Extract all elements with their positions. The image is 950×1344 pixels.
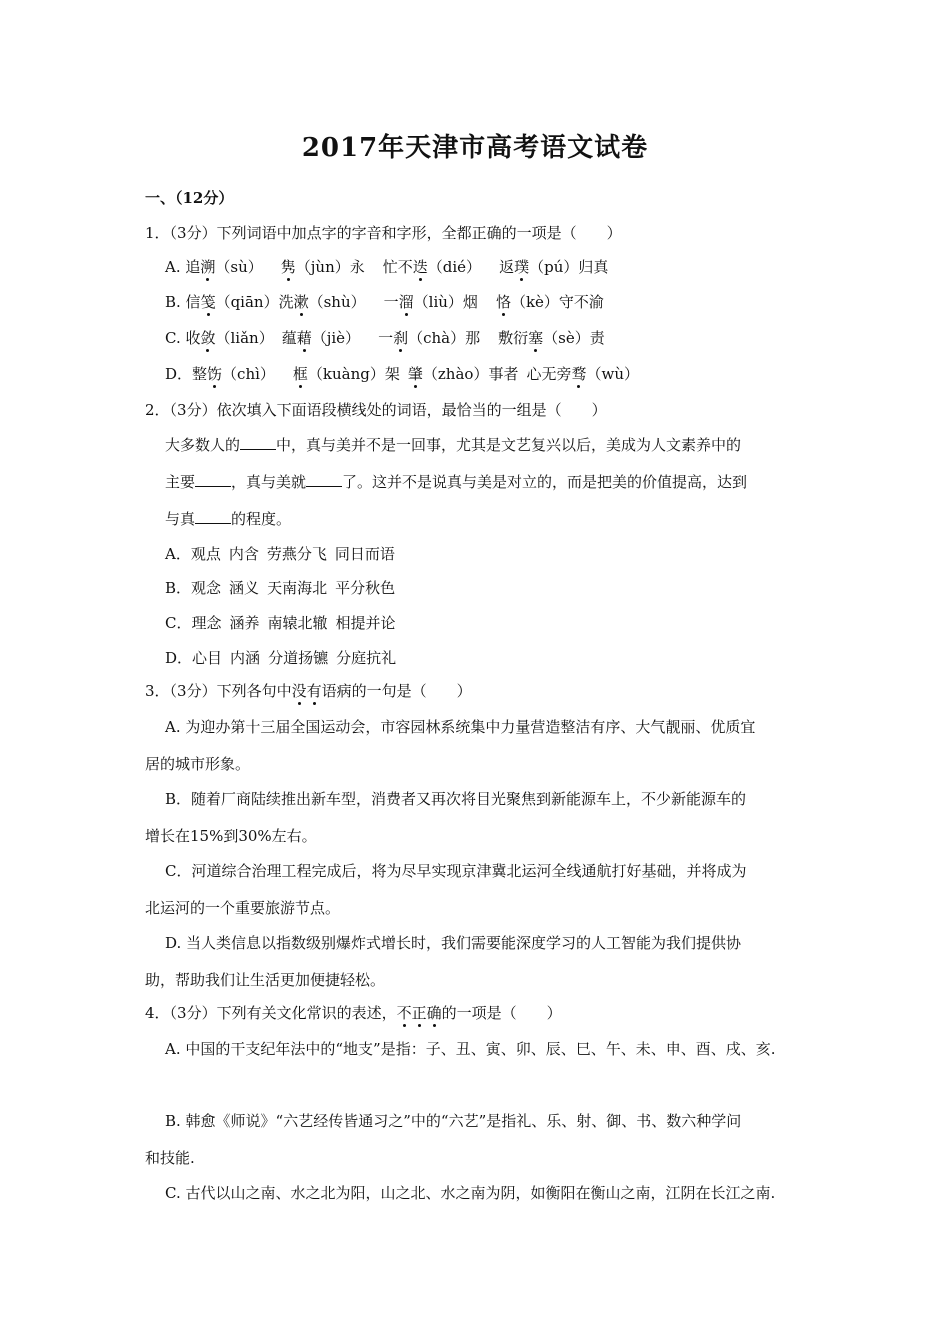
option-line: 居的城市形象。	[145, 755, 251, 773]
question-1-stem: 1．（3分）下列词语中加点字的字音和字形，全都正确的一项是（ ）	[145, 224, 622, 242]
question-1-option-b[interactable]: B. 信笺（qiān）洗漱（shù） 一溜（liù）烟 恪（kè）守不渝	[165, 293, 604, 311]
answer-blank	[195, 485, 231, 487]
option-line: B. 韩愈《师说》“六艺经传皆通习之”中的“六艺”是指礼、乐、射、御、书、数六种学问	[165, 1112, 742, 1130]
question-2-option-a[interactable]: A．观点 内含 劳燕分飞 同日而语	[165, 545, 395, 563]
section-heading: 一、（12分）	[145, 189, 234, 207]
question-4-option-a[interactable]: A. 中国的干支纪年法中的“地支”是指：子、丑、寅、卯、辰、巳、午、未、申、酉、戌、亥.	[165, 1040, 776, 1058]
option-line: B．随着厂商陆续推出新车型，消费者又再次将目光聚焦到新能源车上，不少新能源车的	[165, 790, 747, 808]
question-2-option-d[interactable]: D．心目 内涵 分道扬镳 分庭抗礼	[165, 649, 397, 667]
question-1-option-d[interactable]: D．整饬（chì） 框（kuàng）架 肇（zhào）事者 心无旁骛（wù）	[165, 365, 639, 383]
question-2-stem: 2．（3分）依次填入下面语段横线处的词语，最恰当的一组是（ ）	[145, 401, 607, 419]
option-line: 增长在15%到30%左右。	[145, 827, 317, 845]
answer-blank	[240, 448, 276, 450]
option-line: C．河道综合治理工程完成后，将为尽早实现京津冀北运河全线通航打好基础，并将成为	[165, 862, 747, 880]
option-line: 助，帮助我们让生活更加便捷轻松。	[145, 971, 386, 989]
page-title: 2017年天津市高考语文试卷	[301, 133, 649, 163]
question-2-passage-line-1: 大多数人的 中，真与美并不是一回事，尤其是文艺复兴以后，美成为人文素养中的	[165, 436, 742, 454]
option-line: 北运河的一个重要旅游节点。	[145, 899, 341, 917]
question-2-option-b[interactable]: B．观念 涵义 天南海北 平分秋色	[165, 579, 396, 597]
question-4-stem: 4．（3分）下列有关文化常识的表述，不正确的一项是（ ）	[145, 1004, 562, 1022]
question-2-passage-line-2: 主要 ，真与美就 了。这并不是说真与美是对立的，而是把美的价值提高，达到	[165, 473, 748, 491]
question-1-option-c[interactable]: C. 收敛（liǎn） 蕴藉（jiè） 一刹（chà）那 敷衍塞（sè）责	[165, 329, 605, 347]
option-line: D. 当人类信息以指数级别爆炸式增长时，我们需要能深度学习的人工智能为我们提供协	[165, 934, 742, 952]
option-line: A. 为迎办第十三届全国运动会，市容园林系统集中力量营造整洁有序、大气靓丽、优质宜	[165, 718, 756, 736]
option-line: 和技能.	[145, 1149, 195, 1167]
answer-blank	[306, 485, 342, 487]
question-2-option-c[interactable]: C．理念 涵养 南辕北辙 相提并论	[165, 614, 396, 632]
answer-blank	[195, 522, 231, 524]
question-4-option-c[interactable]: C. 古代以山之南、水之北为阳，山之北、水之南为阴，如衡阳在衡山之南，江阴在长江之南.	[165, 1184, 776, 1202]
question-2-passage-line-3: 与真 的程度。	[165, 510, 292, 528]
question-1-option-a[interactable]: A. 追溯（sù） 隽（jùn）永 忙不迭（dié） 返璞（pú）归真	[165, 258, 609, 276]
question-3-stem: 3．（3分）下列各句中没有语病的一句是（ ）	[145, 682, 472, 700]
